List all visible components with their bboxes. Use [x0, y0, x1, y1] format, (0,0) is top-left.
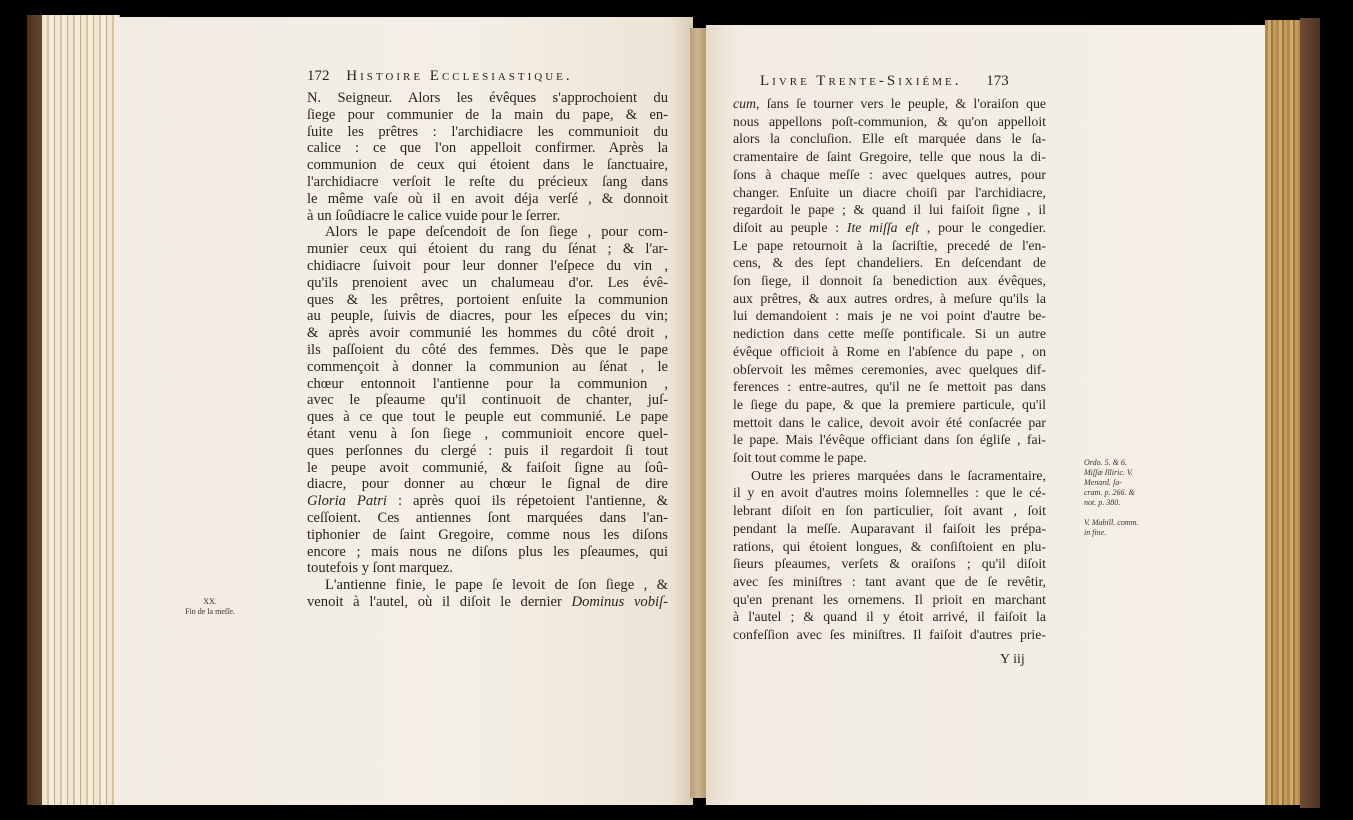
- text-line: [307, 258, 668, 275]
- text-line: [733, 272, 1046, 290]
- right-running-title: Livre Trente-Sixiéme.: [760, 73, 962, 89]
- italic-text: Ite miſſa eſt: [846, 219, 920, 235]
- text-segment: communion de ceux qui étoient dans le ſanctuaire,: [307, 157, 668, 174]
- text-segment: lui demandoient : mais je ne voi point d'autre be-: [733, 308, 1046, 324]
- text-line: [307, 325, 668, 342]
- text-segment: il y en avoit d'autres moins ſolemnelles : que le cé-: [733, 485, 1046, 501]
- text-segment: nediction dans cette meſſe pontificale. Si un autre: [733, 326, 1046, 342]
- text-segment: chœur entonnoit l'antienne pour la communion ,: [307, 375, 668, 392]
- text-segment: & après avoir communié les hommes du côté droit ,: [307, 325, 668, 342]
- text-line: [733, 166, 1046, 184]
- text-segment: cramentaire de ſaint Gregoire, telle que nous la di-: [733, 149, 1046, 165]
- text-line: [307, 426, 668, 443]
- italic-text: cum: [733, 96, 756, 111]
- text-segment: alors la concluſion. Elle eſt marquée dans le ſa-: [733, 131, 1046, 147]
- text-segment: diſoit au peuple :: [733, 219, 847, 235]
- text-line: [733, 95, 1046, 113]
- text-segment: tiphonier de ſaint Gregoire, comme nous les diſons: [307, 526, 668, 543]
- text-line: [733, 378, 1046, 396]
- book-gutter: [690, 28, 706, 798]
- right-margin-notes: [1084, 458, 1154, 538]
- text-segment: : après quoi ils répetoient l'antienne, &: [386, 493, 668, 510]
- margin-note-line: Miſſæ Illiric. V.: [1084, 468, 1133, 477]
- text-segment: à un ſoûdiacre le calice vuide pour le ſerrer.: [307, 207, 561, 224]
- text-segment: ſoit tout comme le pape.: [733, 450, 867, 466]
- text-line: [733, 431, 1046, 449]
- text-line: [307, 594, 668, 611]
- text-segment: obſervoit les mêmes ceremonies, avec quelques dif-: [733, 361, 1046, 377]
- text-segment: ques perſonnes du clergé : puis il regardoit ſi tout: [307, 442, 668, 459]
- text-segment: L'antienne finie, le pape ſe levoit de ſon ſiege , &: [325, 577, 668, 594]
- book-cover-right: [1300, 18, 1320, 808]
- text-line: [307, 174, 668, 191]
- text-line: [733, 626, 1046, 644]
- right-page-body: [733, 95, 1046, 644]
- text-segment: au peuple, ſuivis de diacres, pour les eſpeces du vin;: [307, 308, 668, 325]
- text-segment: Le pape retournoit à la ſacriſtie, precedé de l'en-: [733, 237, 1046, 253]
- text-segment: cens, & des ſept chandeliers. En deſcendant de: [733, 255, 1046, 271]
- text-segment: ſuite les prêtres : l'archidiacre les communioit du: [307, 123, 668, 140]
- text-line: [307, 292, 668, 309]
- text-segment: étant venu à ſon ſiege , communioit encore quel-: [307, 425, 668, 442]
- text-line: [733, 520, 1046, 538]
- text-line: [307, 460, 668, 477]
- text-segment: changer. Enſuite un diacre choiſi par l'archidiacre,: [733, 184, 1046, 200]
- margin-note-line: cram. p. 266. &: [1084, 488, 1135, 497]
- text-segment: regardoit le pape ; & quand il lui faiſoit ſigne , il: [733, 202, 1046, 218]
- text-segment: à l'autel ; & quand il y étoit arrivé, il faiſoit la: [733, 609, 1046, 625]
- text-line: [733, 361, 1046, 379]
- left-page-number: 172: [307, 68, 330, 84]
- text-line: [733, 484, 1046, 502]
- text-segment: ques à ce que tout le peuple eut communié. Le pape: [307, 409, 668, 426]
- text-line: [733, 343, 1046, 361]
- text-segment: calice : ce que l'on appelloit confirmer. Après la: [307, 140, 668, 157]
- text-line: [733, 608, 1046, 626]
- left-margin-note: [180, 597, 240, 617]
- left-running-title: Histoire Ecclesiastique.: [346, 68, 573, 84]
- text-segment: le même vaſe où il en avoit déja verſé , & donnoit: [307, 190, 668, 207]
- text-segment: ceſſoient. Ces antiennes ſont marquées dans l'an-: [307, 509, 668, 526]
- text-segment: toutefois y ſont marquez.: [307, 560, 453, 577]
- text-line: [307, 90, 668, 107]
- text-segment: l'archidiacre verſoit le reſte du précieux ſang dans: [307, 173, 668, 190]
- text-segment: N. Seigneur. Alors les évêques s'approchoient du: [307, 90, 668, 106]
- italic-text: Dominus vobiſ-: [571, 593, 668, 610]
- text-segment: aux prêtres, & aux autres ordres, à meſure qu'ils la: [733, 290, 1046, 306]
- text-segment: le ſiege du pape, & que la premiere particule, qu'il: [733, 396, 1046, 412]
- margin-note-text: Fin de la meſſe.: [185, 607, 235, 616]
- text-segment: , ſans ſe tourner vers le peuple, & l'oraiſon que: [756, 96, 1046, 111]
- text-line: [733, 573, 1046, 591]
- margin-note-line: Menard. ſa-: [1084, 478, 1122, 487]
- text-line: [307, 107, 668, 124]
- margin-note-line: in fine.: [1084, 528, 1107, 537]
- text-line: [307, 493, 668, 510]
- margin-note-number: XX.: [203, 597, 217, 606]
- text-line: [733, 467, 1046, 485]
- text-segment: venoit à l'autel, où il diſoit le dernier: [307, 593, 572, 610]
- text-line: [733, 201, 1046, 219]
- text-segment: commençoit à donner la communion au ſénat , le: [307, 358, 668, 375]
- text-segment: ſieurs pſeaumes, verſets & oraiſons ; qu'il diſoit: [733, 556, 1046, 572]
- text-line: [307, 224, 668, 241]
- signature-mark: Y iij: [1000, 652, 1025, 667]
- text-line: [307, 241, 668, 258]
- text-segment: , pour le congedier.: [919, 219, 1046, 235]
- text-segment: diacre, pour donner au chœur le ſignal de dire: [307, 476, 668, 493]
- text-line: [733, 538, 1046, 556]
- text-line: [307, 560, 668, 577]
- text-segment: avec le pſeaume qu'il continuoit de chanter, juſ-: [307, 392, 668, 409]
- text-line: [733, 184, 1046, 202]
- text-line: [307, 510, 668, 527]
- text-segment: chidiacre ſuivoit pour leur donner l'eſpece du vin ,: [307, 257, 668, 274]
- text-segment: ils paſſoient du côté des femmes. Dès que le pape: [307, 341, 668, 358]
- text-line: [733, 290, 1046, 308]
- right-running-head: [760, 73, 1009, 90]
- italic-text: Gloria Patri: [307, 493, 387, 510]
- text-segment: le pape. Mais l'évêque officiant dans ſon égliſe , fai-: [733, 432, 1046, 448]
- text-segment: mettoit dans le calice, devoit avoir été conſacrée par: [733, 414, 1046, 430]
- margin-note-line: [1084, 508, 1154, 518]
- text-line: [307, 124, 668, 141]
- text-segment: ſons à chaque meſſe : avec quelques autres, pour: [733, 166, 1046, 182]
- text-segment: confeſſion avec ſes miniſtres. Il faiſoit d'autres prie-: [733, 627, 1046, 643]
- text-line: [733, 449, 1046, 467]
- text-line: [307, 476, 668, 493]
- text-segment: ſon ſiege, il donnoit ſa benediction aux évêques,: [733, 273, 1046, 289]
- text-line: [733, 148, 1046, 166]
- margin-note-line: Ordo. 5. & 6.: [1084, 458, 1127, 467]
- text-segment: encore ; mais nous ne diſons plus les pſeaumes, qui: [307, 543, 668, 560]
- text-segment: avec ſes miniſtres : tant avant que de ſe revêtir,: [733, 573, 1046, 589]
- right-page-number: 173: [986, 73, 1009, 89]
- text-line: [307, 392, 668, 409]
- text-segment: pendant la meſſe. Auparavant il faiſoit les prépa-: [733, 520, 1046, 536]
- text-line: [307, 191, 668, 208]
- text-line: [307, 275, 668, 292]
- left-running-head: [307, 68, 573, 85]
- text-segment: ques & les prêtres, portoient enſuite la communion: [307, 291, 668, 308]
- text-line: [307, 208, 668, 225]
- text-line: [733, 502, 1046, 520]
- text-segment: rations, qui étoient longues, & conſiſtoient en plu-: [733, 538, 1046, 554]
- text-segment: munier ceux qui étoient du rang du ſénat ; & l'ar-: [307, 241, 668, 258]
- text-line: [307, 376, 668, 393]
- text-line: [307, 140, 668, 157]
- text-line: [733, 555, 1046, 573]
- text-line: [307, 359, 668, 376]
- text-line: [307, 443, 668, 460]
- text-line: [307, 409, 668, 426]
- text-segment: Outre les prieres marquées dans le ſacramentaire,: [751, 467, 1046, 483]
- text-line: [733, 325, 1046, 343]
- text-segment: le peupe avoit communié, & faiſoit ſigne au ſoû-: [307, 459, 668, 476]
- text-line: [307, 544, 668, 561]
- text-segment: nous appellons poſt-communion, & qu'on appelloit: [733, 113, 1046, 129]
- text-line: [733, 237, 1046, 255]
- text-line: [307, 308, 668, 325]
- text-line: [733, 254, 1046, 272]
- text-line: [307, 577, 668, 594]
- text-line: [733, 591, 1046, 609]
- margin-note-line: not. p. 380.: [1084, 498, 1121, 507]
- text-segment: Alors le pape deſcendoit de ſon ſiege , pour com-: [325, 224, 668, 241]
- text-segment: ſiege pour communier de la main du pape, & en-: [307, 106, 668, 123]
- text-segment: lebrant diſoit en ſon particulier, ſoit avant , ſoit: [733, 503, 1046, 519]
- text-line: [307, 527, 668, 544]
- left-page-body: [307, 90, 668, 611]
- text-line: [307, 342, 668, 359]
- text-segment: ferences : entre-autres, qu'il ne ſe mettoit pas dans: [733, 379, 1046, 395]
- text-segment: évêque officioit à Rome en l'abſence du pape , on: [733, 343, 1046, 359]
- text-line: [307, 157, 668, 174]
- page-edges-right: [1265, 20, 1303, 805]
- text-segment: qu'ils prenoient avec un chalumeau d'or. Les évê-: [307, 274, 668, 291]
- text-line: [733, 307, 1046, 325]
- margin-note-line: V. Mabill. comm.: [1084, 518, 1139, 527]
- text-segment: qu'en prenant les ornemens. Il prioit en marchant: [733, 591, 1046, 607]
- text-line: [733, 130, 1046, 148]
- page-edges-left: [42, 15, 120, 805]
- text-line: [733, 414, 1046, 432]
- text-line: [733, 113, 1046, 131]
- text-line: [733, 219, 1046, 237]
- text-line: [733, 396, 1046, 414]
